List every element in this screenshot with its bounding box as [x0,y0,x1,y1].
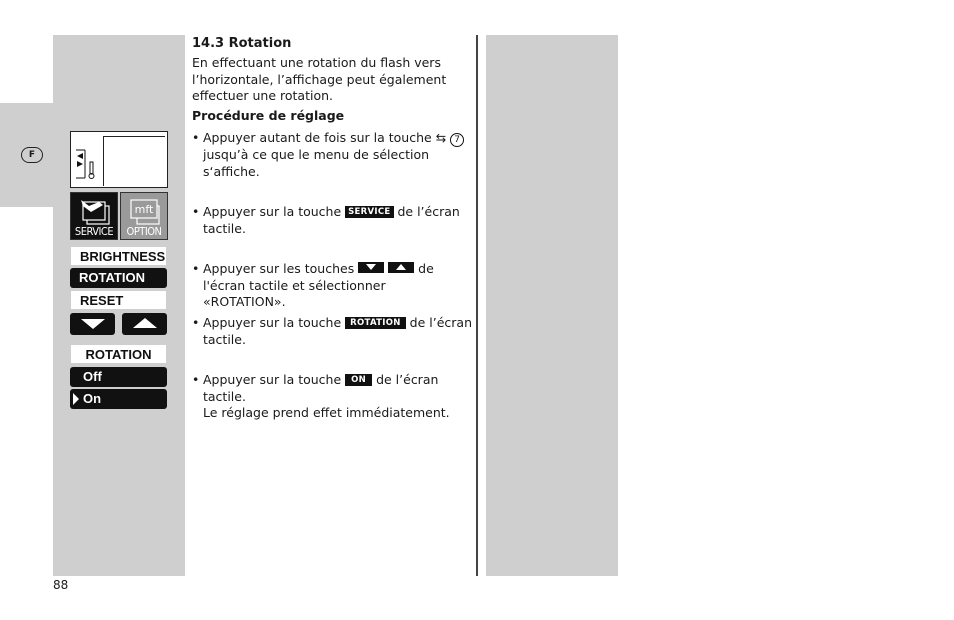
scroll-up-button[interactable] [122,313,167,335]
triangle-down-icon [81,319,105,329]
option-off[interactable]: Off [70,367,167,387]
reference-number: 7 [450,133,464,147]
menu-item-brightness[interactable]: BRIGHTNESS [70,246,167,266]
option-tile[interactable] [120,192,168,240]
section-title: 14.3 Rotation [192,36,292,51]
service-tile[interactable] [70,192,118,240]
up-key-glyph [388,262,414,273]
option-on[interactable] [70,389,167,409]
bullet: • [192,204,200,219]
intro-paragraph: En effectuant une rotation du flash vers l’horizontale, l’affichage peut également effectuer une rotation. [192,55,447,103]
step-text: Appuyer autant de fois sur la touche [203,130,432,145]
bullet: • [192,130,200,145]
right-margin-column [486,35,618,576]
selected-pointer-icon [73,393,79,405]
display-screen-area [103,136,165,186]
step-text: de l’écran tactile. [203,204,460,236]
option-on-label: On [83,391,102,406]
bullet: • [192,315,200,330]
wrench-icon [77,196,113,228]
step-3 [192,261,472,311]
step-text: de l’écran tactile. [203,315,472,347]
menu-item-reset[interactable]: RESET [70,290,167,310]
triangle-up-icon [133,318,157,328]
on-chip: ON [345,374,372,386]
mft-icon [127,196,163,228]
menu-item-rotation[interactable]: ROTATION [70,268,167,288]
step-note: Le réglage prend effet immédiatement. [203,405,450,420]
procedure-title: Procédure de réglage [192,108,345,123]
language-badge: F [21,147,43,163]
step-text: de l’écran tactile. [203,372,439,404]
step-5 [192,372,472,422]
step-text: jusqu’à ce que le menu de sélection s‘affiche. [203,147,430,179]
rotation-menu-header: ROTATION [70,344,167,364]
step-2 [192,204,472,237]
step-text: Appuyer sur les touches [203,261,355,276]
service-chip: SERVICE [345,206,393,218]
step-text: de l'écran tactile et sélectionner «ROTATION». [203,261,434,309]
triangle-down-icon [366,264,376,270]
step-text: Appuyer sur la touche [203,372,342,387]
triangle-up-icon [396,264,406,270]
column-separator [476,35,478,576]
service-label: SERVICE [74,225,114,238]
option-label: OPTION [126,225,162,238]
step-text: Appuyer sur la touche [203,315,342,330]
bullet: • [192,372,200,387]
rotation-chip: ROTATION [345,317,406,329]
step-1 [192,130,472,180]
rotation-display-icon [73,134,103,186]
down-key-glyph [358,262,384,273]
step-text: Appuyer sur la touche [203,204,342,219]
bullet: • [192,261,200,276]
svg-text:mft: mft [134,203,154,216]
swap-arrows-icon: ⇆ [435,130,447,145]
step-4 [192,315,472,348]
page-number: 88 [53,578,69,592]
scroll-down-button[interactable] [70,313,115,335]
